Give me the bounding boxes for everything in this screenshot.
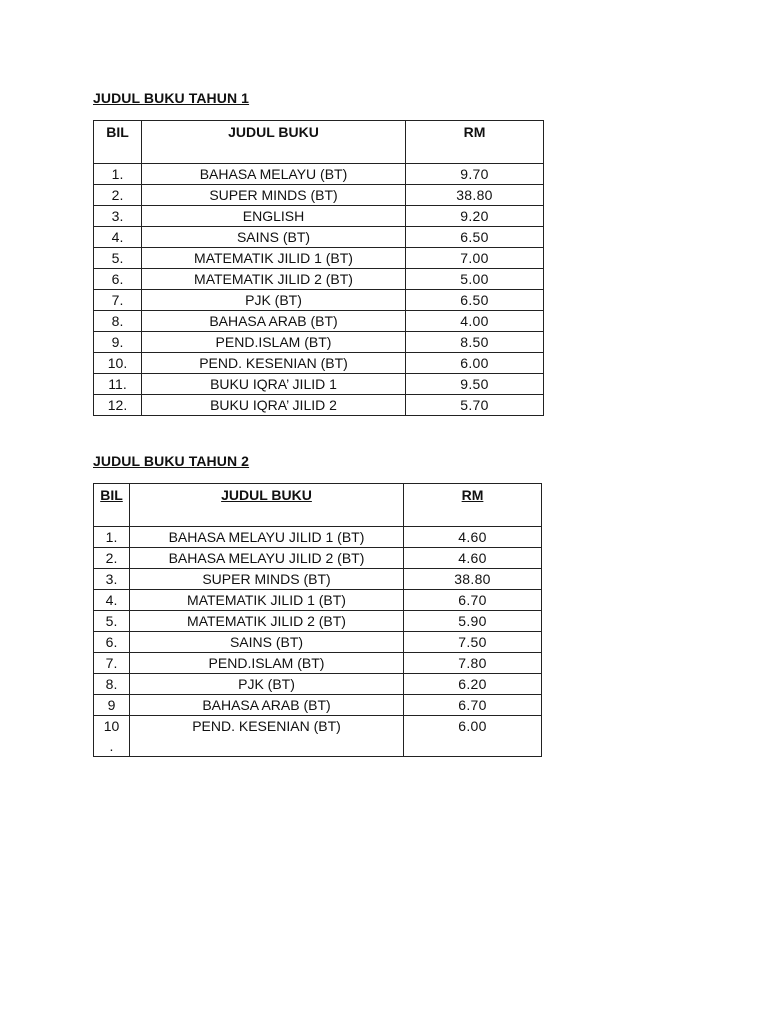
judul-buku-cell: SAINS (BT) [130,632,404,653]
rm-cell: 38.80 [404,569,542,590]
bil-cell: 9. [94,332,142,353]
bil-cell: 8. [94,674,130,695]
judul-buku-cell: SAINS (BT) [142,227,406,248]
table-row [94,290,544,311]
table-body [94,527,542,757]
book-table-tahun-1 [93,120,544,416]
book-table-tahun-2 [93,483,542,757]
rm-cell: 7.80 [404,653,542,674]
header-rm: RM [406,121,544,164]
table-row [94,185,544,206]
bil-cell: 11. [94,374,142,395]
table-row [94,353,544,374]
table-header-row [94,121,544,164]
judul-buku-cell: SUPER MINDS (BT) [130,569,404,590]
table-row [94,716,542,757]
judul-buku-cell: MATEMATIK JILID 1 (BT) [130,590,404,611]
bil-cell: 3. [94,206,142,227]
rm-cell: 9.50 [406,374,544,395]
bil-cell: 1. [94,527,130,548]
judul-buku-cell: PEND.ISLAM (BT) [130,653,404,674]
table-row [94,632,542,653]
table-row [94,590,542,611]
bil-cell: 9 [94,695,130,716]
table-row [94,311,544,332]
judul-buku-cell: BAHASA MELAYU (BT) [142,164,406,185]
table-row [94,248,544,269]
bil-cell: 10 . [94,716,130,757]
rm-cell: 5.70 [406,395,544,416]
table-row [94,395,544,416]
bil-cell: 4. [94,590,130,611]
section-title-tahun-2: JUDUL BUKU TAHUN 2 [93,453,250,469]
table-row [94,569,542,590]
judul-buku-cell: ENGLISH [142,206,406,227]
table-row [94,332,544,353]
rm-cell: 7.00 [406,248,544,269]
judul-buku-cell: MATEMATIK JILID 2 (BT) [130,611,404,632]
table-row [94,164,544,185]
table-row [94,653,542,674]
rm-cell: 6.00 [404,716,542,757]
bil-cell: 4. [94,227,142,248]
header-judul-buku: JUDUL BUKU [130,484,404,527]
rm-cell: 6.50 [406,290,544,311]
table-row [94,674,542,695]
rm-cell: 6.50 [406,227,544,248]
header-bil: BIL [94,121,142,164]
rm-cell: 6.20 [404,674,542,695]
judul-buku-cell: PEND. KESENIAN (BT) [130,716,404,757]
judul-buku-cell: PJK (BT) [142,290,406,311]
rm-cell: 6.70 [404,695,542,716]
table-row [94,695,542,716]
judul-buku-cell: PEND.ISLAM (BT) [142,332,406,353]
rm-cell: 6.70 [404,590,542,611]
table-header-row [94,484,542,527]
bil-cell: 2. [94,548,130,569]
bil-cell: 12. [94,395,142,416]
judul-buku-cell: BUKU IQRA’ JILID 1 [142,374,406,395]
judul-buku-cell: BAHASA MELAYU JILID 2 (BT) [130,548,404,569]
bil-cell: 6. [94,269,142,290]
rm-cell: 4.60 [404,548,542,569]
table-row [94,611,542,632]
rm-cell: 7.50 [404,632,542,653]
judul-buku-cell: MATEMATIK JILID 2 (BT) [142,269,406,290]
bil-cell: 3. [94,569,130,590]
rm-cell: 9.70 [406,164,544,185]
table-row [94,548,542,569]
judul-buku-cell: PJK (BT) [130,674,404,695]
table-row [94,269,544,290]
bil-cell: 7. [94,290,142,311]
table-row [94,227,544,248]
table-row [94,527,542,548]
bil-cell: 6. [94,632,130,653]
table-body [94,164,544,416]
judul-buku-cell: SUPER MINDS (BT) [142,185,406,206]
judul-buku-cell: BAHASA ARAB (BT) [142,311,406,332]
bil-cell: 5. [94,611,130,632]
judul-buku-cell: BAHASA ARAB (BT) [130,695,404,716]
table-row [94,374,544,395]
bil-cell: 7. [94,653,130,674]
rm-cell: 5.00 [406,269,544,290]
judul-buku-cell: BAHASA MELAYU JILID 1 (BT) [130,527,404,548]
judul-buku-cell: PEND. KESENIAN (BT) [142,353,406,374]
header-rm: RM [404,484,542,527]
judul-buku-cell: MATEMATIK JILID 1 (BT) [142,248,406,269]
rm-cell: 9.20 [406,206,544,227]
header-judul-buku: JUDUL BUKU [142,121,406,164]
rm-cell: 5.90 [404,611,542,632]
rm-cell: 4.60 [404,527,542,548]
judul-buku-cell: BUKU IQRA’ JILID 2 [142,395,406,416]
section-title-tahun-1: JUDUL BUKU TAHUN 1 [93,90,250,106]
header-bil: BIL [94,484,130,527]
bil-cell: 1. [94,164,142,185]
bil-cell: 10. [94,353,142,374]
rm-cell: 38.80 [406,185,544,206]
rm-cell: 8.50 [406,332,544,353]
bil-cell: 2. [94,185,142,206]
bil-cell: 8. [94,311,142,332]
rm-cell: 4.00 [406,311,544,332]
rm-cell: 6.00 [406,353,544,374]
table-row [94,206,544,227]
bil-cell: 5. [94,248,142,269]
